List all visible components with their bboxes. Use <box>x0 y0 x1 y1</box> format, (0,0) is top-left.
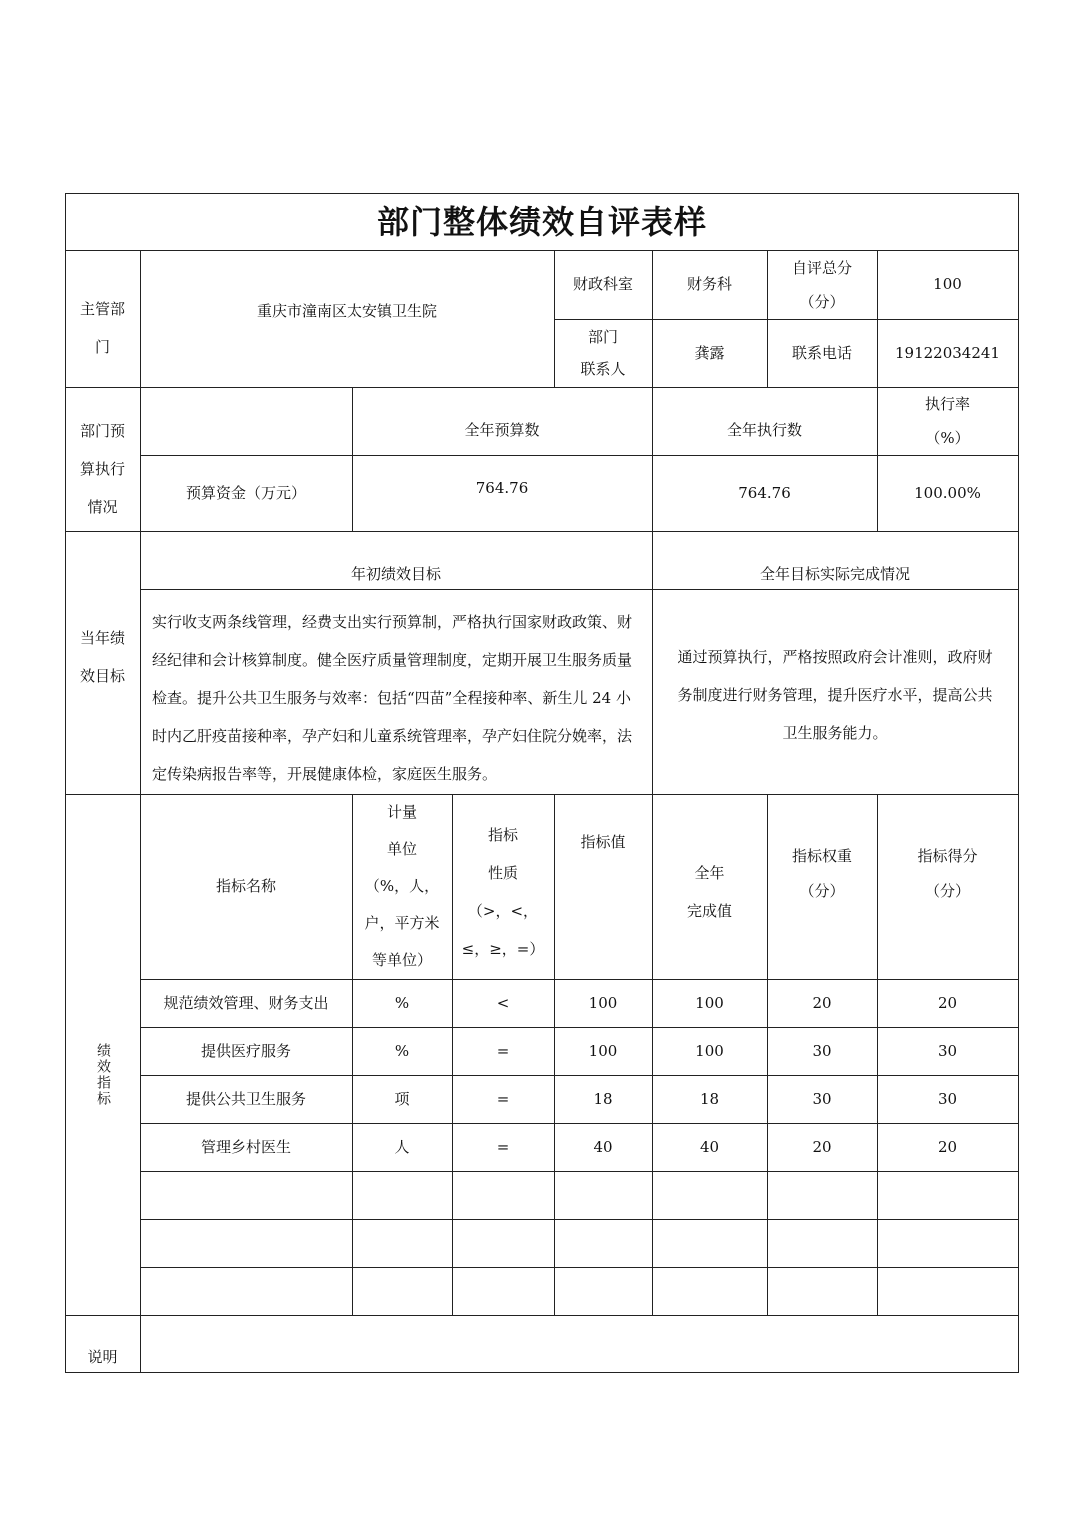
header-score <box>877 794 1018 979</box>
budget-col-budget: 全年预算数 <box>464 420 540 439</box>
indicator-target: 100 <box>588 993 618 1012</box>
indicator-name: 提供公共卫生服务 <box>185 1089 306 1108</box>
contact-label-line1: 部门 <box>587 328 618 346</box>
header-actual <box>652 794 767 979</box>
indicator-unit: % <box>394 1041 410 1060</box>
initial-goal-header: 年初绩效目标 <box>350 564 441 583</box>
header-score-line: （分） <box>924 881 970 900</box>
dept-label <box>65 250 140 387</box>
rate-value: 100.00% <box>914 483 981 502</box>
dept-label-line2: 门 <box>94 337 110 356</box>
actual-goal-line: 通过预算执行，严格按照政府会计准则，政府财 <box>677 647 993 666</box>
header-weight-line: 指标权重 <box>791 846 852 865</box>
indicator-unit: 人 <box>394 1137 410 1156</box>
budget-col-rate <box>877 387 1018 455</box>
indicator-name: 管理乡村医生 <box>200 1137 291 1156</box>
budget-row-label: 预算资金（万元） <box>185 483 306 502</box>
indicator-nature: < <box>496 993 510 1012</box>
indicator-weight: 20 <box>812 1137 832 1156</box>
header-weight-line: （分） <box>799 881 845 900</box>
phone-value: 19122034241 <box>895 343 1000 362</box>
header-unit-line: 单位 <box>386 840 417 858</box>
budget-col-rate-line1: 执行率 <box>924 395 970 413</box>
budget-label-line2: 算执行 <box>79 460 125 478</box>
indicator-actual: 100 <box>695 993 724 1012</box>
header-actual-line: 全年 <box>694 863 725 882</box>
header-score-line: 指标得分 <box>917 846 978 865</box>
page-title: 部门整体绩效自评表样 <box>376 202 707 241</box>
budget-value: 764.76 <box>475 478 529 497</box>
budget-label <box>65 387 140 531</box>
initial-goal-line: 定传染病报告率等，开展健康体检，家庭医生服务。 <box>152 765 498 783</box>
contact-label-line2: 联系人 <box>580 360 626 378</box>
indicator-score: 20 <box>937 1137 958 1156</box>
header-unit-line: 户，平方米 <box>364 914 440 932</box>
initial-goal-line: 检查。提升公共卫生服务与效率：包括“四苗”全程接种率、新生儿 24 小 <box>152 689 631 707</box>
initial-goal-line: 实行收支两条线管理，经费支出实行预算制，严格执行国家财政政策、财 <box>152 613 633 631</box>
header-unit-line: （%，人， <box>364 877 440 895</box>
indicator-name: 规范绩效管理、财务支出 <box>163 993 329 1012</box>
indicator-unit: % <box>394 993 410 1012</box>
indicator-actual: 100 <box>695 1041 724 1060</box>
total-score-label-line1: 自评总分 <box>791 258 852 277</box>
indicator-actual: 18 <box>699 1089 720 1108</box>
total-score-label <box>767 250 877 319</box>
indicator-weight: 20 <box>812 993 832 1012</box>
header-nature <box>452 794 554 979</box>
exec-value: 764.76 <box>738 483 791 502</box>
header-nature-line: ≤，≥，=） <box>461 939 545 958</box>
indicator-name: 提供医疗服务 <box>200 1041 291 1060</box>
indicator-score: 30 <box>937 1089 958 1108</box>
initial-goal-line: 时内乙肝疫苗接种率，孕产妇和儿童系统管理率，孕产妇住院分娩率，法 <box>152 727 633 745</box>
initial-goal-line: 经纪律和会计核算制度。健全医疗质量管理制度，定期开展卫生服务质量 <box>152 651 633 669</box>
header-target: 指标值 <box>580 832 626 851</box>
indicator-target: 40 <box>593 1137 613 1156</box>
indicator-weight: 30 <box>812 1041 832 1060</box>
indicator-nature: = <box>496 1089 510 1108</box>
budget-label-line1: 部门预 <box>79 422 125 440</box>
phone-label: 联系电话 <box>791 343 852 362</box>
dept-name: 重庆市潼南区太安镇卫生院 <box>256 302 437 321</box>
budget-col-rate-line2: （%） <box>925 429 970 447</box>
indicator-unit: 项 <box>394 1089 410 1108</box>
total-score-value: 100 <box>933 275 962 294</box>
contact-value: 龚露 <box>694 343 725 362</box>
indicator-score: 30 <box>937 1041 958 1060</box>
note-content <box>140 1315 1018 1372</box>
budget-label-line3: 情况 <box>87 498 118 516</box>
indicator-nature: = <box>496 1041 510 1060</box>
indicator-target: 18 <box>593 1089 613 1108</box>
budget-col-exec: 全年执行数 <box>726 420 802 439</box>
actual-goal-header: 全年目标实际完成情况 <box>759 564 910 583</box>
indicator-actual: 40 <box>699 1137 720 1156</box>
goals-label <box>65 531 140 794</box>
note-label: 说明 <box>87 1348 118 1367</box>
indicator-weight: 30 <box>812 1089 832 1108</box>
indicators-label-text: 绩效指标 <box>95 1042 111 1107</box>
header-nature-line: （>，<， <box>467 901 539 920</box>
header-actual-line: 完成值 <box>686 901 732 920</box>
finance-office-label: 财政科室 <box>572 275 633 294</box>
indicators-label <box>65 794 140 1315</box>
header-nature-line: 指标 <box>487 825 518 844</box>
header-unit-line: 计量 <box>386 803 417 821</box>
indicator-score: 20 <box>937 993 958 1012</box>
indicator-target: 100 <box>588 1041 618 1060</box>
total-score-label-line2: （分） <box>799 292 845 311</box>
header-unit-line: 等单位） <box>371 951 432 969</box>
actual-goal-line: 务制度进行财务管理，提升医疗水平，提高公共 <box>677 685 993 704</box>
header-weight <box>767 794 877 979</box>
goals-label-line1: 当年绩 <box>79 628 125 647</box>
header-name: 指标名称 <box>215 877 276 896</box>
actual-goal-text <box>652 589 1018 794</box>
goals-label-line2: 效目标 <box>79 666 125 685</box>
actual-goal-line: 卫生服务能力。 <box>782 723 888 742</box>
contact-label <box>554 319 652 387</box>
finance-office-value: 财务科 <box>686 275 732 294</box>
header-nature-line: 性质 <box>487 863 518 882</box>
initial-goal-text <box>140 589 652 794</box>
header-unit <box>352 794 452 979</box>
dept-label-line1: 主管部 <box>79 299 125 318</box>
indicator-nature: = <box>496 1137 510 1156</box>
